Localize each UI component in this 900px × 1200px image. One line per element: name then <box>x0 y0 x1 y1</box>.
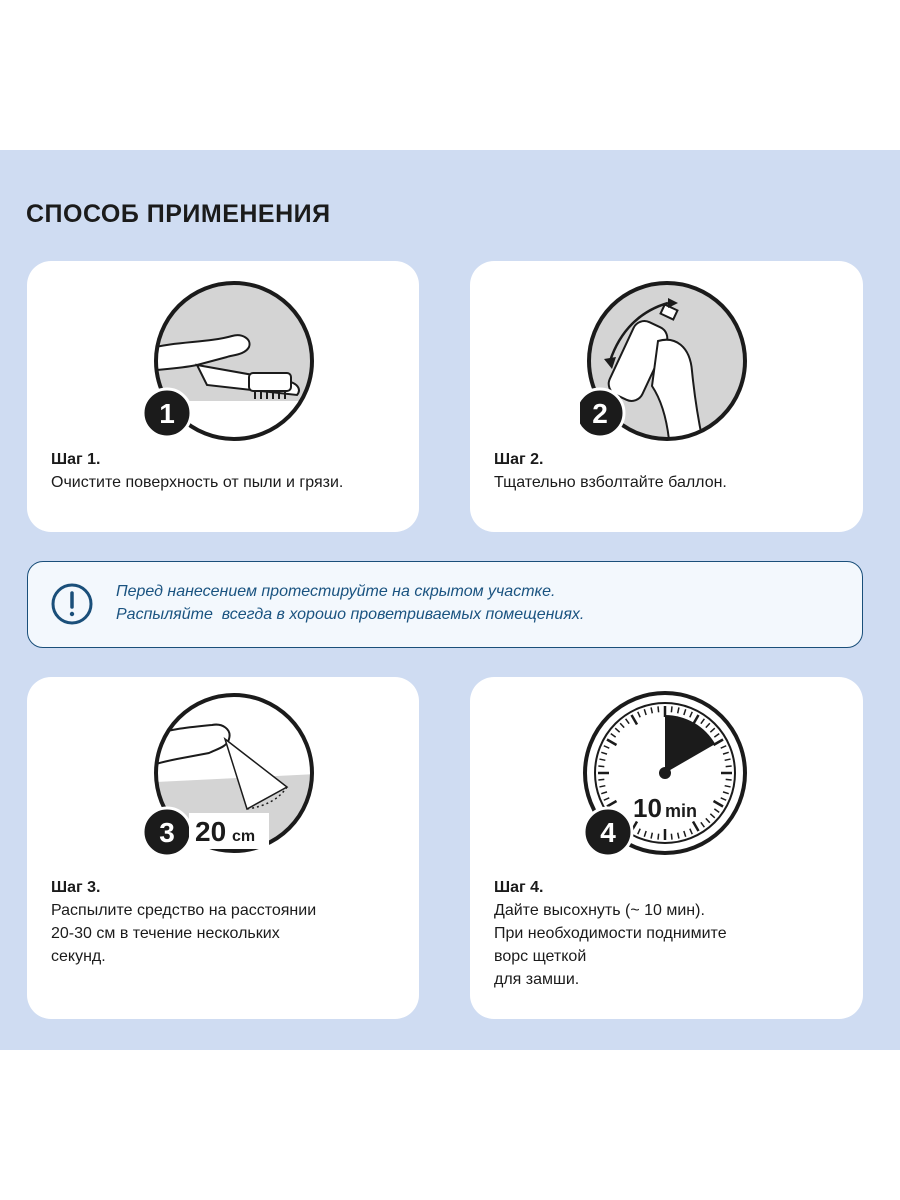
timer-icon <box>575 687 760 867</box>
step-badge-4: 4 <box>600 817 616 848</box>
step-card-4 <box>470 677 863 1019</box>
timer-tick <box>658 834 659 840</box>
step-badge-3: 3 <box>159 817 175 848</box>
step-text-3: Распылите средство на расстоянии 20-30 см в течение нескольких секунд. <box>51 902 317 965</box>
step-badge-1: 1 <box>159 398 175 429</box>
brush-cleaning-icon <box>137 281 317 461</box>
step-text-2: Тщательно взболтайте баллон. <box>494 474 727 491</box>
timer-tick <box>726 766 732 767</box>
step-title-3: Шаг 3. <box>51 879 101 896</box>
timer-tick <box>598 779 604 780</box>
step-title-1: Шаг 1. <box>51 451 101 468</box>
spray-icon <box>137 687 317 867</box>
notice-line-2: Распыляйте всегда в хорошо проветриваемых помещениях. <box>116 606 585 623</box>
warning-notice <box>27 561 863 648</box>
distance-unit: cm <box>232 828 256 845</box>
timer-tick <box>671 834 672 840</box>
step-text-4: Дайте высохнуть (~ 10 мин). При необходимости поднимите ворс щеткой для замши. <box>494 902 727 988</box>
step-card-1 <box>27 261 419 532</box>
notice-line-1: Перед нанесением протестируйте на скрытом участке. <box>116 583 556 600</box>
step-title-2: Шаг 2. <box>494 451 544 468</box>
page-title: СПОСОБ ПРИМЕНЕНИЯ <box>26 200 331 228</box>
distance-value: 20 <box>195 816 227 847</box>
step-text-1: Очистите поверхность от пыли и грязи. <box>51 474 344 491</box>
timer-tick <box>671 706 672 712</box>
step-card-3 <box>27 677 419 1019</box>
timer-tick <box>598 766 604 767</box>
exclamation-circle-icon <box>50 582 94 626</box>
timer-tick <box>726 779 732 780</box>
timer-unit: min <box>665 801 698 821</box>
step-card-2 <box>470 261 863 532</box>
step-title-4: Шаг 4. <box>494 879 544 896</box>
step-badge-2: 2 <box>592 398 608 429</box>
timer-value: 10 <box>633 793 662 823</box>
shake-can-icon <box>580 281 760 461</box>
timer-tick <box>658 706 659 712</box>
